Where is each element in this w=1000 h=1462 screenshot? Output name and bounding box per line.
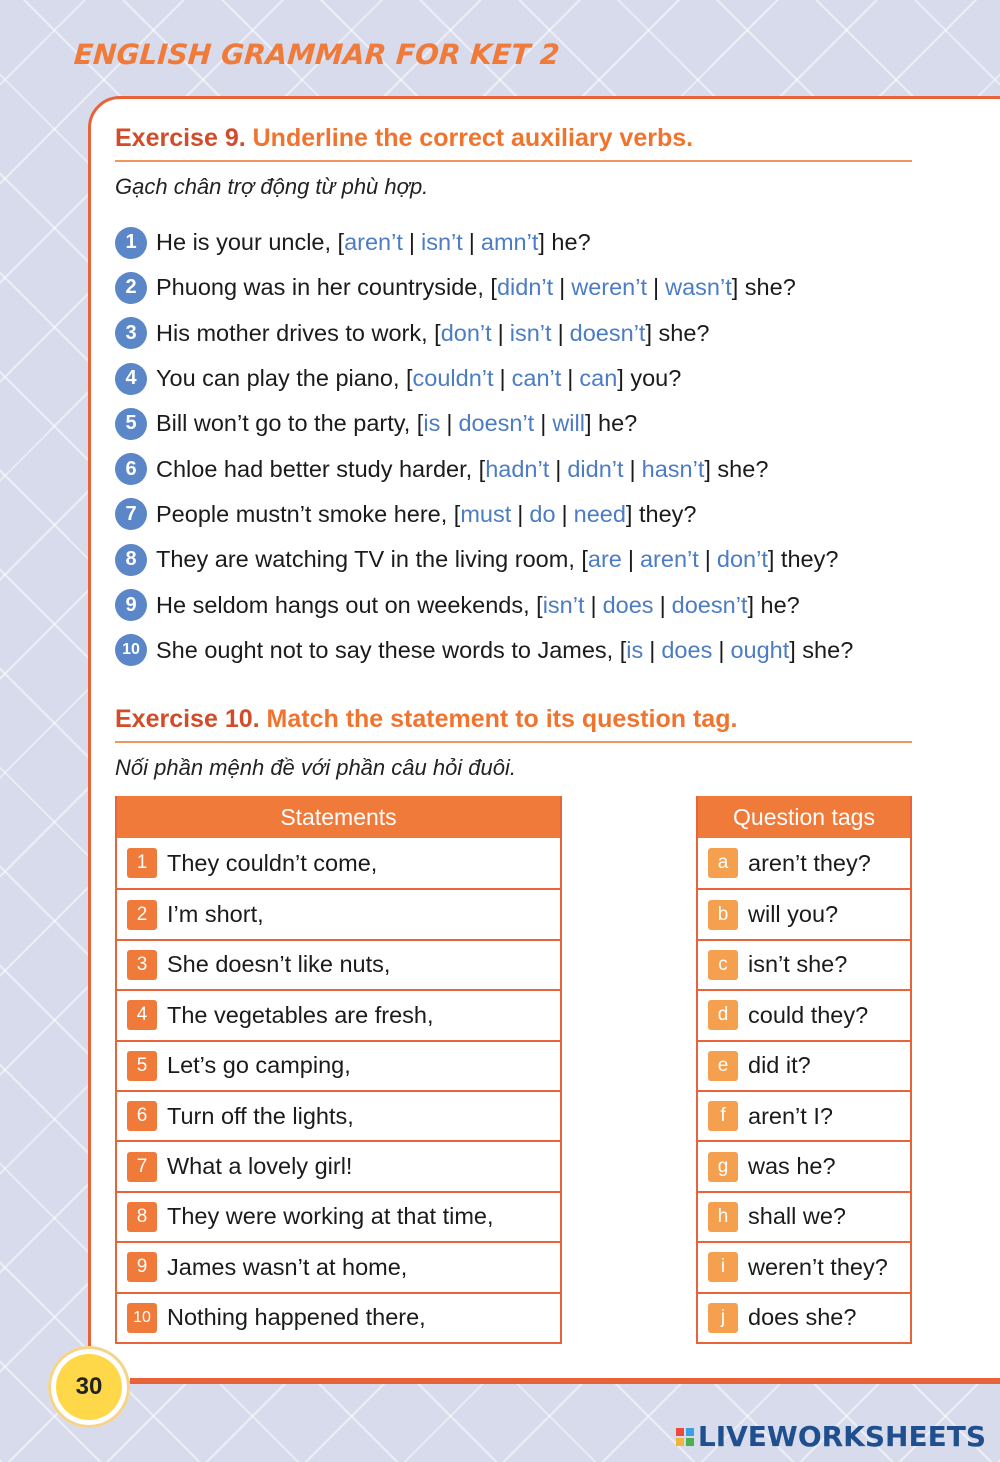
auxiliary-option[interactable]: is (626, 636, 644, 663)
question-item (115, 401, 965, 446)
auxiliary-option[interactable]: does (602, 591, 654, 618)
question-number: 9 (115, 589, 147, 621)
exercise10-title: Match the statement to its question tag. (266, 705, 738, 733)
page-number: 30 (56, 1354, 122, 1420)
statement-number: 5 (127, 1051, 157, 1081)
statement-row[interactable] (117, 1040, 560, 1090)
question-tag-row[interactable] (698, 939, 910, 989)
option-separator: | (468, 229, 475, 256)
exercise10-number: Exercise 10. (115, 705, 260, 733)
question-number: 2 (115, 272, 147, 304)
tag-text: does she? (748, 1304, 857, 1331)
question-tags-header: Question tags (698, 796, 910, 838)
question-tags-table (696, 796, 912, 1344)
statement-text: I’m short, (167, 901, 264, 928)
tag-text: aren’t I? (748, 1102, 833, 1129)
statement-row[interactable] (117, 1090, 560, 1140)
tag-text: aren’t they? (748, 849, 871, 876)
question-tag-end: ] she? (704, 455, 769, 482)
question-item (115, 356, 965, 401)
auxiliary-option[interactable]: don’t (716, 546, 768, 573)
option-separator: | (627, 546, 634, 573)
statement-text: They were working at that time, (167, 1203, 494, 1230)
auxiliary-option[interactable]: amn’t (480, 229, 539, 256)
question-tag-end: ] they? (625, 500, 697, 527)
question-text: They are watching TV in the living room, [ (156, 546, 588, 573)
question-tag-row[interactable] (698, 989, 910, 1039)
statement-number: 9 (127, 1252, 157, 1282)
exercise10-heading (115, 705, 912, 743)
auxiliary-option[interactable]: don’t (440, 319, 492, 346)
auxiliary-option[interactable]: does (661, 636, 713, 663)
liveworksheets-logo-icon (676, 1428, 694, 1446)
tag-letter: b (708, 900, 738, 930)
question-item (115, 446, 965, 491)
option-separator: | (557, 319, 564, 346)
auxiliary-option[interactable]: isn’t (509, 319, 552, 346)
tag-text: did it? (748, 1052, 811, 1079)
auxiliary-option[interactable]: do (529, 500, 556, 527)
question-number: 1 (115, 227, 147, 259)
statement-number: 8 (127, 1202, 157, 1232)
question-item (115, 311, 965, 356)
tag-letter: g (708, 1152, 738, 1182)
exercise9-subtitle: Gạch chân trợ động từ phù hợp. (115, 174, 429, 199)
exercise9-title: Underline the correct auxiliary verbs. (252, 124, 694, 152)
tag-letter: j (708, 1303, 738, 1333)
question-text: You can play the piano, [ (156, 365, 413, 392)
auxiliary-option[interactable]: doesn’t (458, 410, 535, 437)
question-tag-end: ] he? (747, 591, 800, 618)
option-separator: | (649, 636, 656, 663)
page-number-badge (48, 1346, 130, 1428)
statement-text: James wasn’t at home, (167, 1253, 408, 1280)
brand-text: LIVEWORKSHEETS (697, 1420, 986, 1453)
option-separator: | (446, 410, 453, 437)
option-separator: | (590, 591, 597, 618)
statement-number: 4 (127, 1000, 157, 1030)
tag-letter: h (708, 1202, 738, 1232)
liveworksheets-brand[interactable] (676, 1420, 986, 1453)
tag-text: could they? (748, 1001, 869, 1028)
auxiliary-option[interactable]: aren’t (639, 546, 699, 573)
question-item (115, 265, 965, 310)
statement-number: 7 (127, 1152, 157, 1182)
question-tag-row[interactable] (698, 1090, 910, 1140)
question-tag-end: ] you? (617, 365, 682, 392)
auxiliary-option[interactable]: need (573, 500, 626, 527)
auxiliary-option[interactable]: didn’t (567, 455, 624, 482)
tag-letter: f (708, 1101, 738, 1131)
exercise10-subtitle: Nối phần mệnh đề với phần câu hỏi đuôi. (115, 755, 517, 780)
auxiliary-option[interactable]: will (552, 410, 585, 437)
option-separator: | (718, 636, 725, 663)
question-tag-end: ] he? (538, 229, 591, 256)
statement-text: Turn off the lights, (167, 1102, 354, 1129)
auxiliary-option[interactable]: wasn’t (665, 274, 732, 301)
auxiliary-option[interactable]: aren’t (344, 229, 403, 256)
auxiliary-option[interactable]: can’t (511, 365, 562, 392)
question-tag-end: ] they? (767, 546, 839, 573)
question-tag-end: ] she? (789, 636, 854, 663)
question-tag-end: ] he? (584, 410, 638, 437)
statement-row[interactable] (117, 1241, 560, 1291)
question-number: 8 (115, 544, 147, 576)
option-separator: | (499, 365, 506, 392)
question-tag-row[interactable] (698, 1292, 910, 1342)
question-item (115, 537, 965, 582)
tag-letter: c (708, 950, 738, 980)
exercise9-number: Exercise 9. (115, 124, 246, 152)
option-separator: | (555, 455, 562, 482)
option-separator: | (653, 274, 660, 301)
option-separator: | (561, 500, 568, 527)
question-tag-row[interactable] (698, 1191, 910, 1241)
auxiliary-option[interactable]: are (587, 546, 622, 573)
statement-row[interactable] (117, 989, 560, 1039)
option-separator: | (559, 274, 566, 301)
option-separator: | (497, 319, 504, 346)
question-number: 6 (115, 453, 147, 485)
statement-text: She doesn’t like nuts, (167, 951, 391, 978)
option-separator: | (408, 229, 415, 256)
tag-text: will you? (748, 901, 839, 928)
auxiliary-option[interactable]: doesn’t (671, 591, 748, 618)
auxiliary-option[interactable]: must (460, 500, 512, 527)
question-number: 3 (115, 317, 147, 349)
auxiliary-option[interactable]: can (579, 365, 618, 392)
question-number: 5 (115, 408, 147, 440)
statement-row[interactable] (117, 939, 560, 989)
auxiliary-option[interactable]: ought (730, 636, 790, 663)
question-tag-row[interactable] (698, 1040, 910, 1090)
question-tag-row[interactable] (698, 888, 910, 938)
option-separator: | (659, 591, 666, 618)
statement-row[interactable] (117, 1191, 560, 1241)
option-separator: | (629, 455, 636, 482)
question-item (115, 220, 965, 265)
statement-text: They couldn’t come, (167, 849, 378, 876)
question-text: His mother drives to work, [ (156, 319, 441, 346)
statement-row[interactable] (117, 1140, 560, 1190)
question-item (115, 628, 965, 673)
auxiliary-option[interactable]: doesn’t (569, 319, 646, 346)
statement-number: 10 (127, 1303, 157, 1333)
auxiliary-option[interactable]: is (423, 410, 441, 437)
statements-header: Statements (117, 796, 560, 838)
question-tag-row[interactable] (698, 1241, 910, 1291)
tag-text: weren’t they? (748, 1253, 888, 1280)
question-tag-end: ] she? (645, 319, 710, 346)
question-item (115, 582, 965, 627)
footer-divider (130, 1378, 1000, 1382)
question-tag-row[interactable] (698, 1140, 910, 1190)
auxiliary-option[interactable]: weren’t (571, 274, 648, 301)
question-text: He seldom hangs out on weekends, [ (156, 591, 543, 618)
auxiliary-option[interactable]: hasn’t (641, 455, 705, 482)
auxiliary-option[interactable]: hadn’t (485, 455, 550, 482)
auxiliary-option[interactable]: isn’t (421, 229, 463, 256)
tag-letter: d (708, 1000, 738, 1030)
statement-row[interactable] (117, 888, 560, 938)
statement-row[interactable] (117, 838, 560, 888)
tag-letter: i (708, 1252, 738, 1282)
question-text: Bill won’t go to the party, [ (156, 410, 424, 437)
tag-text: was he? (748, 1153, 836, 1180)
book-title: ENGLISH GRAMMAR FOR KET 2 (72, 38, 561, 71)
auxiliary-option[interactable]: isn’t (542, 591, 585, 618)
option-separator: | (540, 410, 547, 437)
question-item (115, 492, 965, 537)
statements-table (115, 796, 562, 1344)
exercise9-heading (115, 124, 912, 162)
question-text: She ought not to say these words to James, [ (156, 636, 627, 663)
statement-row[interactable] (117, 1292, 560, 1342)
statement-text: The vegetables are fresh, (167, 1001, 434, 1028)
tag-text: isn’t she? (748, 951, 848, 978)
option-separator: | (517, 500, 524, 527)
statement-text: Let’s go camping, (167, 1052, 351, 1079)
question-text: Chloe had better study harder, [ (156, 455, 486, 482)
option-separator: | (704, 546, 711, 573)
exercise9-question-list (115, 220, 965, 673)
question-number: 10 (115, 634, 147, 666)
statement-number: 2 (127, 900, 157, 930)
auxiliary-option[interactable]: didn’t (496, 274, 554, 301)
statement-number: 3 (127, 950, 157, 980)
question-tag-row[interactable] (698, 838, 910, 888)
question-text: Phuong was in her countryside, [ (156, 274, 497, 301)
option-separator: | (567, 365, 574, 392)
tag-letter: e (708, 1051, 738, 1081)
question-tag-end: ] she? (731, 274, 796, 301)
statement-number: 6 (127, 1101, 157, 1131)
statement-text: Nothing happened there, (167, 1304, 426, 1331)
tag-letter: a (708, 848, 738, 878)
tag-text: shall we? (748, 1203, 846, 1230)
statement-text: What a lovely girl! (167, 1153, 353, 1180)
question-text: He is your uncle, [ (156, 229, 345, 256)
question-number: 4 (115, 363, 147, 395)
statement-number: 1 (127, 848, 157, 878)
auxiliary-option[interactable]: couldn’t (412, 365, 494, 392)
question-text: People mustn’t smoke here, [ (156, 500, 461, 527)
question-number: 7 (115, 498, 147, 530)
